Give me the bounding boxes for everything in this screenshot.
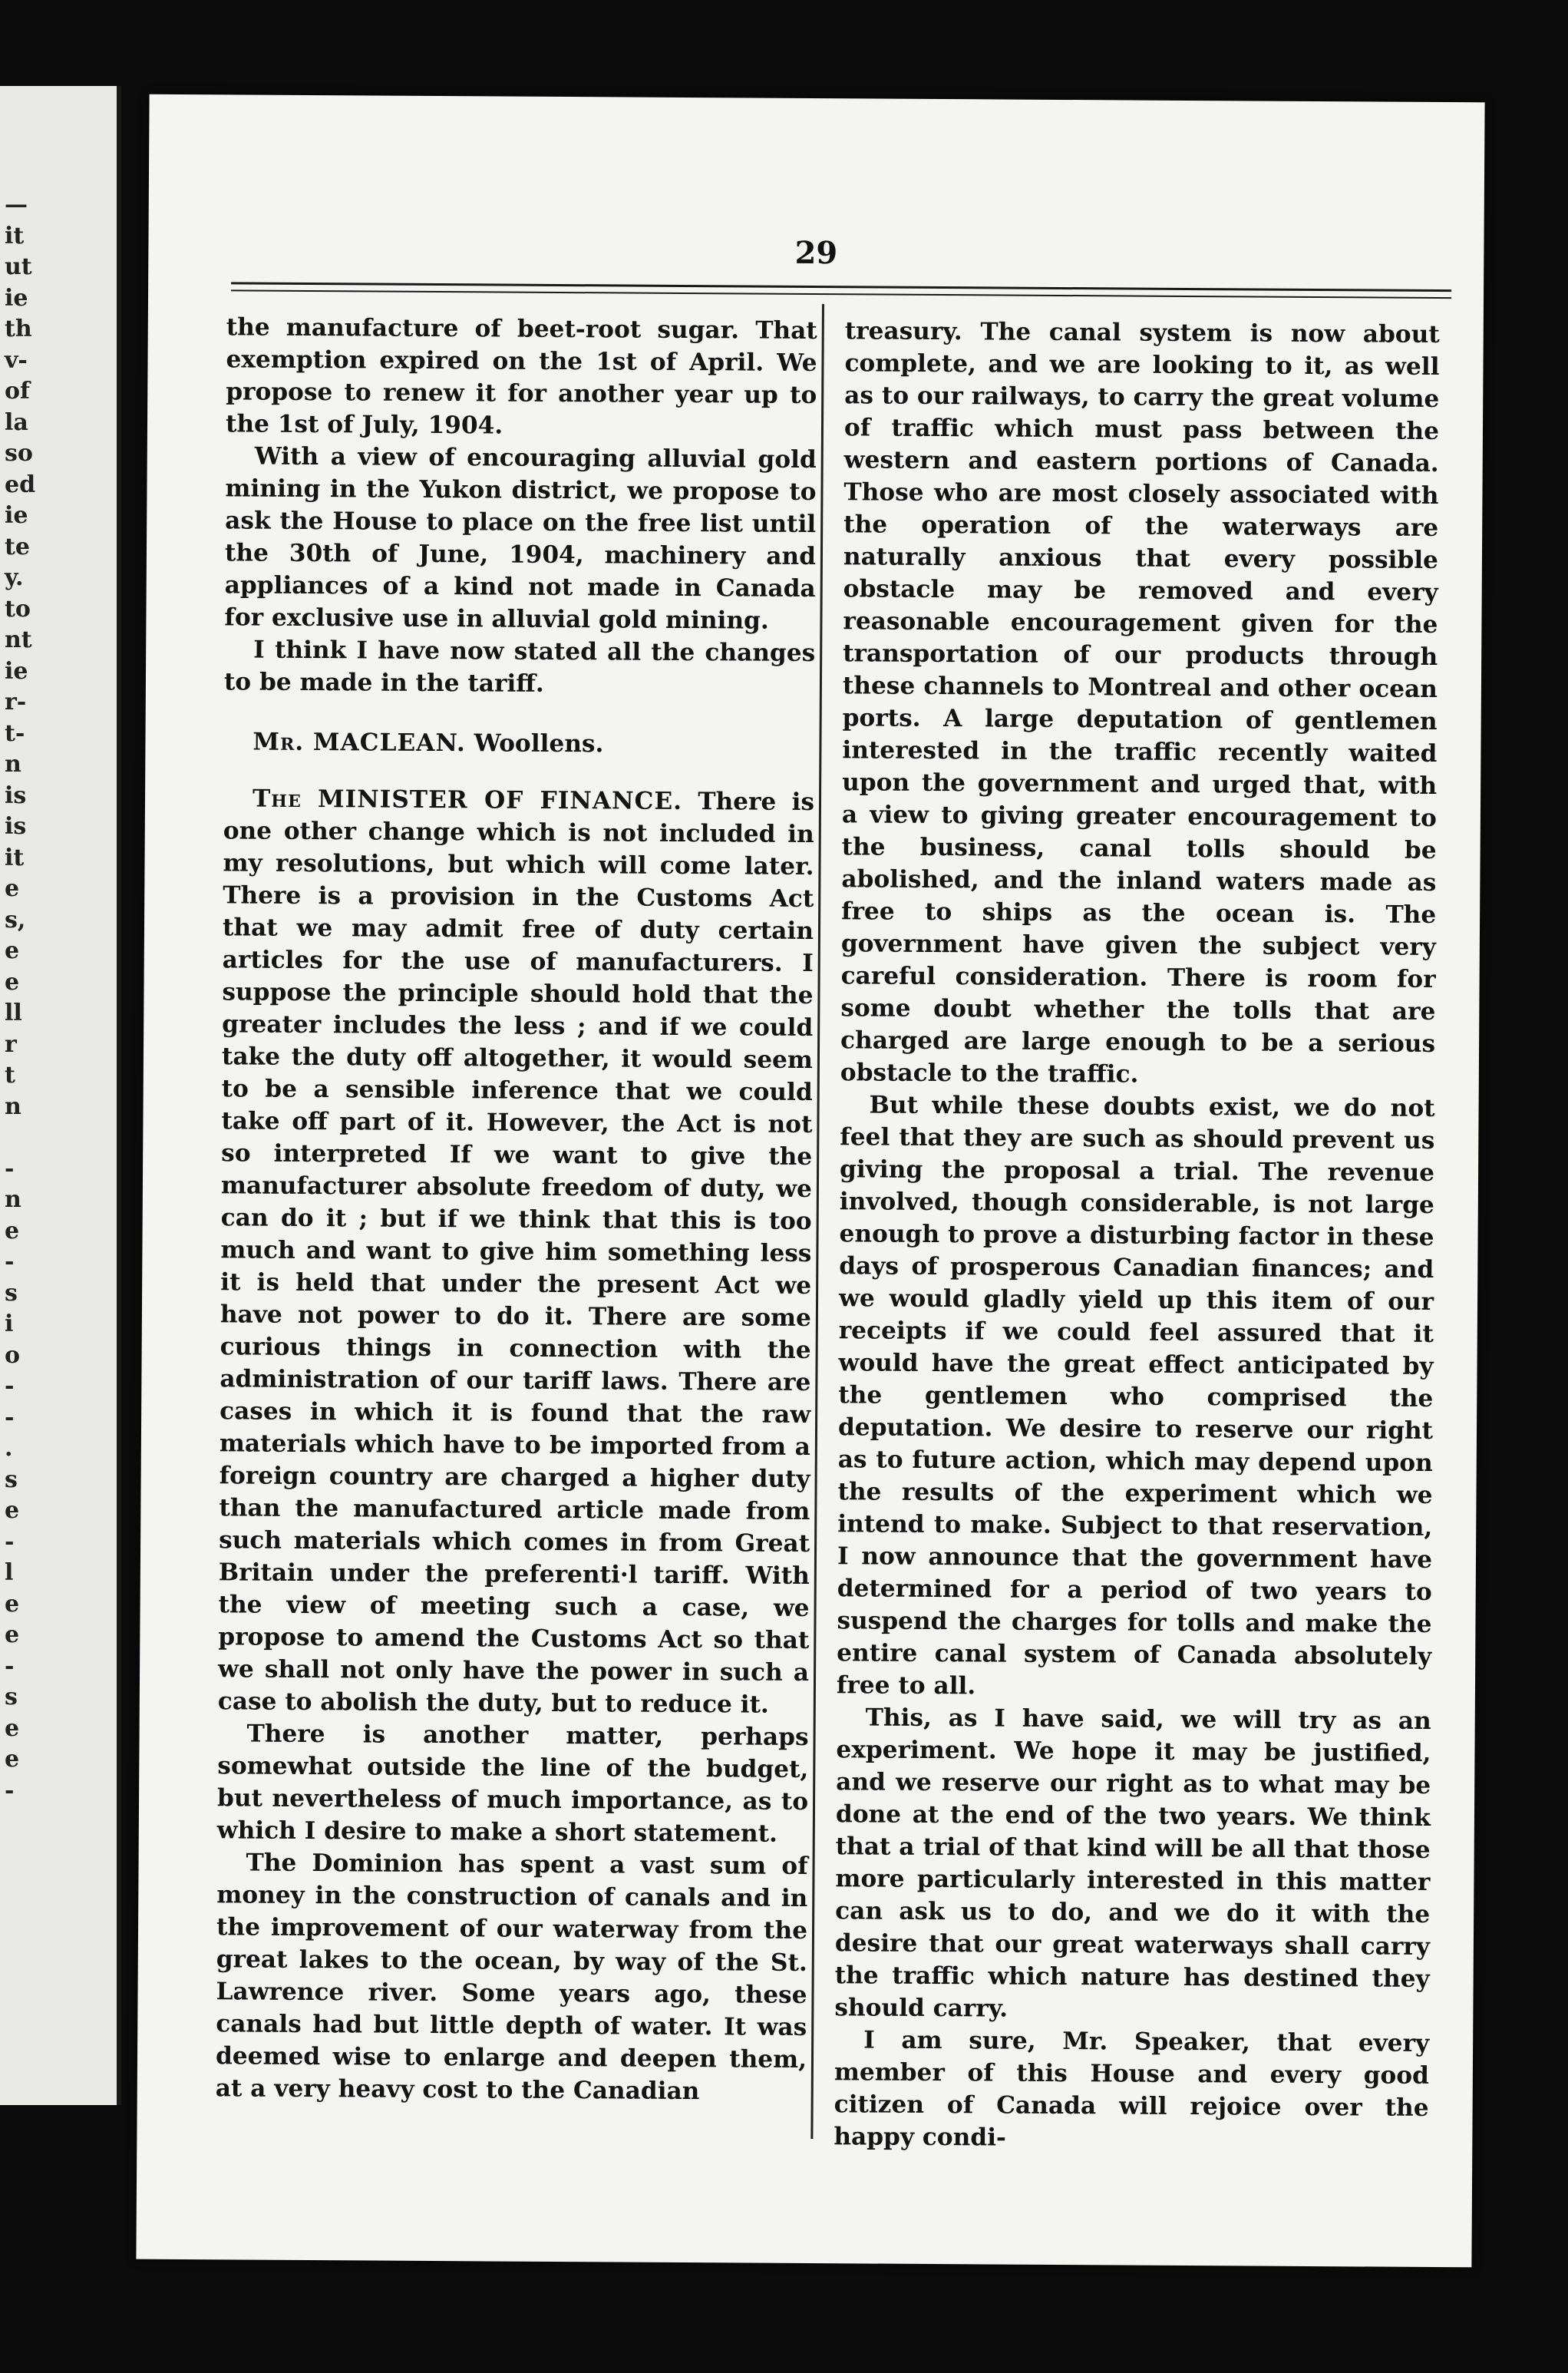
page-number: 29	[794, 234, 838, 272]
prev-page-fragment: e	[5, 1590, 20, 1618]
prev-page-fragment: of	[5, 378, 30, 405]
speech-text: There is one other change which is not included in my resolutions, but which will come later. There is a provision in the Customs Act that we may admit free of duty certain articles for the use of manufacturers. I suppose the principle should hold that the greater includes the less ; and if we could take the duty off altogether, it would seem to be a sensible inference that we could take off part of it. However, the Act is not so interpreted If we want to give the manufacturer absolute freedom of duty, we can do it ; but if we think that this is too much and want to give him something less it is held that under the present Act we have not power to do it. There are some curious things in connection with the administration of our tariff laws. There are cases in which it is found that the raw materials which have to be imported from a foreign country are charged a higher duty than the manufactured article made from such materials which comes in from Great Britain under the preferenti·l tariff. With the view of meeting such a case, we propose to amend the Customs Act so that we shall not only have the power in such a case to abolish the duty, but to reduce it.	[217, 788, 815, 1719]
paragraph: The Dominion has spent a vast sum of money in the construction of canals and in the improvement of our waterway from the great lakes to the ocean, by way of the St. Lawrence river. Some years ago, these canals had but little depth of water. It was deemed wise to enlarge and deepen them, at a very heavy cost to the Canadian	[215, 1849, 808, 2106]
prev-page-fragment: o	[5, 1341, 21, 1369]
prev-page-fragment: s,	[5, 906, 26, 934]
prev-page-fragment: th	[5, 316, 32, 342]
prev-page-fragment: e	[5, 937, 20, 964]
prev-page-fragment: i	[5, 1310, 14, 1337]
prev-page-fragment: -	[5, 1652, 15, 1680]
prev-page-fragment: v-	[5, 346, 28, 374]
prev-page-fragment: -	[5, 1248, 15, 1275]
prev-page-fragment: -	[5, 1776, 15, 1804]
prev-page-fragment: n	[5, 1186, 21, 1213]
prev-page-fragment: e	[5, 875, 20, 902]
prev-page-fragment: ut	[5, 253, 32, 280]
left-column	[216, 311, 817, 2108]
prev-page-fragment: so	[5, 440, 33, 467]
page	[136, 94, 1484, 2268]
prev-page-fragment: e	[5, 1497, 20, 1524]
prev-page-fragment: te	[5, 533, 30, 560]
prev-page-fragment: -	[5, 1373, 15, 1400]
paragraph: I am sure, Mr. Speaker, that every member of this House and every good citizen of Canada will rejoice over the happy condi-	[834, 2026, 1430, 2152]
paragraph: treasury. The canal system is now about complete, and we are looking to it, as well as to our railways, to carry the great volume of traffic which must pass between the western and eastern portions of Canada. Those who are most closely associated with the operation of the waterways are naturally anxious that every possible obstacle may be removed and every reasonable encouragement given for the transportation of our products through these channels to Montreal and other ocean ports. A large deputation of gentlemen interested in the traffic recently waited upon the government and urged that, with a view to giving greater encouragement to the business, canal tolls should be abolished, and the inland waters made as free to ships as the ocean is. The government have given the subject very careful consideration. There is room for some doubt whether the tolls that are charged are large enough to be a serious obstacle to the traffic.	[840, 317, 1440, 1089]
prev-page-fragment: -	[5, 1403, 15, 1431]
prev-page-fragment: is	[5, 813, 27, 840]
paragraph: the manufacture of beet-root sugar. That exemption expired on the 1st of April. We propose to renew it for another year up to the 1st of July, 1904.	[225, 313, 817, 440]
prev-page-fragment: r-	[5, 689, 27, 716]
speaker-paragraph	[223, 725, 814, 762]
prev-page-fragment: .	[5, 1435, 13, 1462]
prev-page-fragment: t-	[5, 719, 25, 747]
speech-text: Woollens.	[474, 729, 604, 759]
paragraph: With a view of encouraging alluvial gold mining in the Yukon district, we propose to ask the House to place on the free list until the 30th of June, 1904, machinery and appliances of a kind not made in Canada for exclusive use in alluvial gold mining.	[224, 442, 817, 635]
prev-page-fragment: ie	[5, 502, 28, 529]
prev-page-fragment: ed	[5, 471, 36, 498]
previous-page-edge	[0, 86, 121, 2105]
prev-page-fragment: y.	[5, 564, 24, 591]
prev-page-fragment: -	[5, 1155, 15, 1182]
prev-page-fragment: ie	[5, 284, 28, 312]
prev-page-fragment: e	[5, 968, 20, 996]
prev-page-fragment: to	[5, 595, 31, 623]
paragraph: But while these doubts exist, we do not feel that they are such as should prevent us giving the proposal a trial. The revenue involved, though considerable, is not large enough to prove a disturbing factor in these days of prosperous Canadian finances; and we would gladly yield up this item of our receipts if we could feel assured that it would have the great effect anticipated by the gentlemen who comprised the deputation. We desire to reserve our right as to future action, which may depend upon the results of the experiment which we intend to make. Subject to that reservation, I now announce that the government have determined for a period of two years to suspend the charges for tolls and make the entire canal system of Canada absolutely free to all.	[836, 1091, 1435, 1700]
paragraph: There is another matter, perhaps somewhat outside the line of the budget, but nevertheless of much importance, as to which I desire to make a short statement.	[216, 1720, 809, 1848]
prev-page-fragment: nt	[5, 626, 32, 653]
prev-page-fragment: s	[5, 1684, 18, 1710]
prev-page-fragment: e	[5, 1621, 20, 1648]
paragraph: This, as I have said, we will try as an experiment. We hope it may be justified, and we reserve our right as to what may be done at the end of the two years. We think that a trial of that kind will be all that those more particularly interested in this matter can ask us to do, and we do it with the desire that our great waterways shall carry the traffic which nature has destined they should carry.	[834, 1704, 1431, 2023]
speaker-name: Mr. MACLEAN.	[253, 728, 466, 758]
prev-page-fragment: is	[5, 782, 27, 809]
speaker-name: The MINISTER OF FINANCE.	[252, 785, 683, 815]
prev-page-fragment: ll	[5, 1000, 22, 1026]
prev-page-fragment: -	[5, 1528, 15, 1555]
prev-page-fragment: —	[5, 191, 28, 218]
prev-page-fragment: it	[5, 844, 25, 871]
prev-page-fragment: l	[5, 1559, 14, 1586]
prev-page-fragment: r	[5, 1030, 17, 1058]
right-column	[834, 315, 1440, 2157]
prev-page-fragment: n	[5, 1092, 21, 1120]
prev-page-fragment: ie	[5, 657, 28, 685]
prev-page-fragment: e	[5, 1217, 20, 1244]
speaker-paragraph	[218, 782, 814, 1721]
prev-page-fragment: la	[5, 408, 28, 436]
header-rule-bottom	[231, 289, 1451, 299]
paragraph: I think I have now stated all the changes to be made in the tariff.	[223, 636, 816, 698]
prev-page-fragment: s	[5, 1466, 18, 1493]
prev-page-fragment: e	[5, 1714, 20, 1742]
prev-page-fragment: it	[5, 222, 25, 250]
prev-page-fragment: n	[5, 751, 21, 778]
prev-page-fragment: s	[5, 1279, 18, 1307]
prev-page-fragment: e	[5, 1746, 20, 1773]
prev-page-fragment: t	[5, 1062, 15, 1089]
